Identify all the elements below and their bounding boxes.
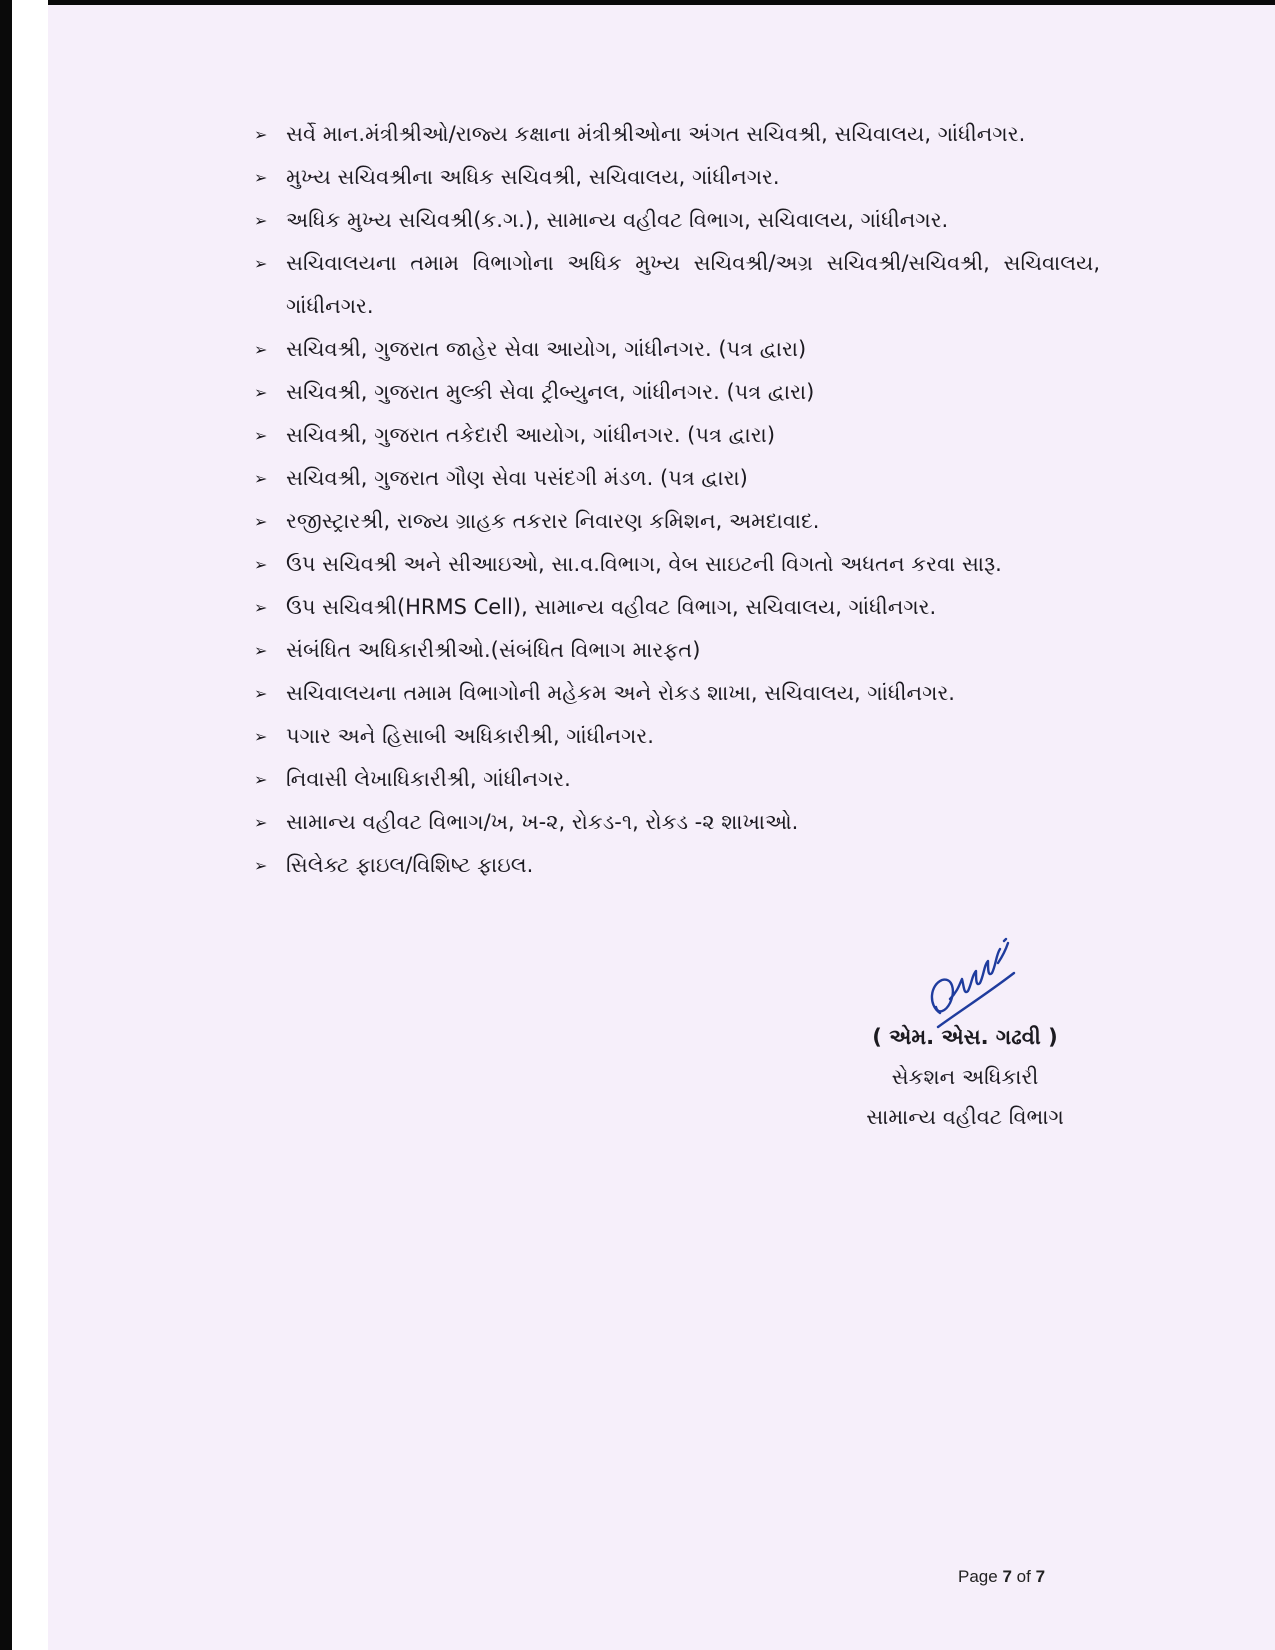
of-label: of	[1016, 1567, 1031, 1586]
recipient-text: સચિવશ્રી, ગુજરાત મુલ્કી સેવા ટ્રીબ્યુનલ, ગાંધીનગર. (પત્ર દ્વારા)	[286, 380, 815, 404]
recipient-item	[250, 414, 1100, 457]
recipient-text: ઉપ સચિવશ્રી(HRMS Cell), સામાન્ય વહીવટ વિભાગ, સચિવાલય, ગાંધીનગર.	[286, 595, 937, 619]
recipient-text: નિવાસી લેખાધિકારીશ્રી, ગાંધીનગર.	[286, 767, 571, 791]
recipient-item	[250, 672, 1100, 715]
recipient-text: સચિવશ્રી, ગુજરાત જાહેર સેવા આયોગ, ગાંધીનગર. (પત્ર દ્વારા)	[286, 337, 807, 361]
arrow-bullet-icon: ➢	[254, 641, 268, 660]
scan-left-margin	[12, 0, 48, 1650]
recipient-item	[250, 500, 1100, 543]
recipient-item	[250, 844, 1100, 887]
arrow-bullet-icon: ➢	[254, 813, 268, 832]
signer-department: સામાન્ય વહીવટ વિભાગ	[866, 1105, 1064, 1129]
arrow-bullet-icon: ➢	[254, 469, 268, 488]
recipient-item	[250, 328, 1100, 371]
arrow-bullet-icon: ➢	[254, 168, 268, 187]
recipient-item	[250, 371, 1100, 414]
recipient-text: મુખ્ય સચિવશ્રીના અધિક સચિવશ્રી, સચિવાલય, ગાંધીનગર.	[286, 165, 780, 189]
arrow-bullet-icon: ➢	[254, 426, 268, 445]
recipient-item	[250, 543, 1100, 586]
recipient-text: પગાર અને હિસાબી અધિકારીશ્રી, ગાંધીનગર.	[286, 724, 654, 748]
recipient-text: સચિવશ્રી, ગુજરાત તકેદારી આયોગ, ગાંધીનગર. (પત્ર દ્વારા)	[286, 423, 776, 447]
arrow-bullet-icon: ➢	[254, 383, 268, 402]
recipient-text: સામાન્ય વહીવટ વિભાગ/ખ, ખ-૨, રોકડ-૧, રોકડ -૨ શાખાઓ.	[286, 810, 799, 834]
signer-title: સેકશન અધિકારી	[891, 1065, 1039, 1089]
scan-left-border	[0, 0, 12, 1650]
arrow-bullet-icon: ➢	[254, 770, 268, 789]
recipient-item	[250, 242, 1100, 328]
arrow-bullet-icon: ➢	[254, 555, 268, 574]
recipient-text: સર્વે માન.મંત્રીશ્રીઓ/રાજ્ય કક્ષાના મંત્રીશ્રીઓના અંગત સચિવશ્રી, સચિવાલય, ગાંધીનગર.	[286, 122, 1026, 146]
arrow-bullet-icon: ➢	[254, 254, 268, 273]
page-number	[958, 1567, 1045, 1587]
recipient-text: રજીસ્ટ્રારશ્રી, રાજ્ય ગ્રાહક તકરાર નિવારણ કમિશન, અમદાવાદ.	[286, 509, 820, 533]
recipient-text: સંબંધિત અધિકારીશ્રીઓ.(સંબંધિત વિભાગ મારફત)	[286, 638, 701, 662]
recipient-text: સચિવશ્રી, ગુજરાત ગૌણ સેવા પસંદગી મંડળ. (પત્ર દ્વારા)	[286, 466, 748, 490]
recipient-text: સચિવાલયના તમામ વિભાગોના અધિક મુખ્ય સચિવશ્રી/અગ્ર સચિવશ્રી/સચિવશ્રી, સચિવાલય, ગાંધીનગર.	[286, 251, 1100, 318]
arrow-bullet-icon: ➢	[254, 598, 268, 617]
signer-name: ( એમ. એસ. ગઢવી )	[872, 1025, 1058, 1049]
recipient-text: સચિવાલયના તમામ વિભાગોની મહેકમ અને રોકડ શાખા, સચિવાલય, ગાંધીનગર.	[286, 681, 955, 705]
recipient-item	[250, 586, 1100, 629]
recipient-item	[250, 199, 1100, 242]
arrow-bullet-icon: ➢	[254, 125, 268, 144]
arrow-bullet-icon: ➢	[254, 856, 268, 875]
page-label: Page	[958, 1567, 998, 1586]
arrow-bullet-icon: ➢	[254, 727, 268, 746]
recipient-text: અધિક મુખ્ય સચિવશ્રી(ક.ગ.), સામાન્ય વહીવટ વિભાગ, સચિવાલય, ગાંધીનગર.	[286, 208, 949, 232]
recipient-text: સિલેક્ટ ફાઇલ/વિશિષ્ટ ફાઇલ.	[286, 853, 534, 877]
arrow-bullet-icon: ➢	[254, 340, 268, 359]
recipient-item	[250, 629, 1100, 672]
recipient-item	[250, 113, 1100, 156]
recipient-text: ઉપ સચિવશ્રી અને સીઆઇઓ, સા.વ.વિભાગ, વેબ સાઇટની વિગતો અધતન કરવા સારૂ.	[286, 552, 1002, 576]
recipient-item	[250, 758, 1100, 801]
signature-block	[820, 935, 1110, 1137]
recipient-item	[250, 156, 1100, 199]
arrow-bullet-icon: ➢	[254, 512, 268, 531]
recipient-list	[250, 113, 1100, 887]
total-pages: 7	[1035, 1567, 1046, 1586]
arrow-bullet-icon: ➢	[254, 211, 268, 230]
recipient-item	[250, 801, 1100, 844]
recipient-item	[250, 457, 1100, 500]
arrow-bullet-icon: ➢	[254, 684, 268, 703]
recipient-item	[250, 715, 1100, 758]
current-page: 7	[1002, 1567, 1012, 1586]
